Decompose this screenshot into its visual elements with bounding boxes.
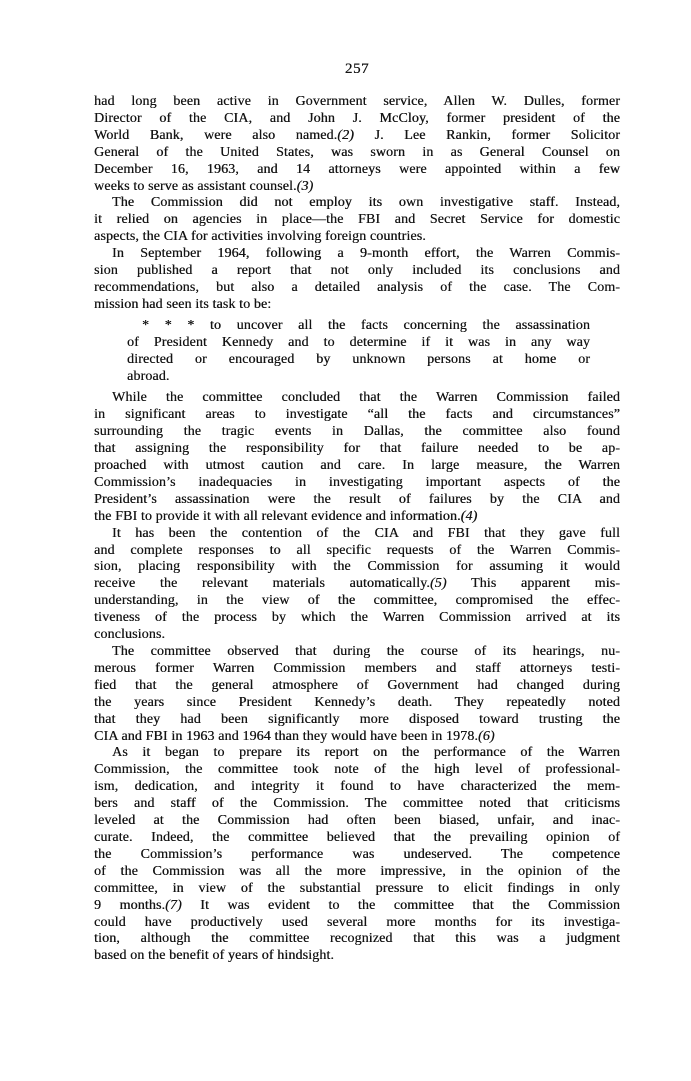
paragraph (94, 246, 620, 314)
text-line: While the committee concluded that the Warren Commission failed (112, 390, 620, 406)
text-line: the years since President Kennedy’s death. They repeatedly noted (94, 694, 620, 710)
text-line: General of the United States, was sworn in as General Counsel on (94, 144, 620, 160)
text-line: in significant areas to investigate “all the facts and circumstances” (94, 407, 620, 423)
text-line: mission had seen its task to be: (94, 296, 272, 312)
text-line: abroad. (127, 368, 170, 384)
text-line: the FBI to provide it with all relevant evidence and information.(4) (94, 508, 478, 524)
text-line: fied that the general atmosphere of Government had changed during (94, 677, 620, 693)
text-line: Commission’s inadequacies in investigating important aspects of the (94, 474, 620, 490)
text-line: receive the relevant materials automatically.(5) This apparent mis- (94, 576, 621, 592)
text-line: It has been the contention of the CIA and FBI that they gave full (112, 525, 620, 541)
text-line: bers and staff of the Commission. The committee noted that criticisms (94, 796, 620, 812)
text-line: and complete responses to all specific requests of the Warren Commis- (94, 542, 620, 558)
text-line: ism, dedication, and integrity it found to have characterized the mem- (94, 779, 620, 795)
text-line: merous former Warren Commission members and staff attorneys testi- (94, 660, 620, 676)
paragraph (94, 390, 620, 525)
text-line: that assigning the responsibility for that failure needed to be ap- (94, 441, 620, 457)
text-line: conclusions. (94, 627, 166, 643)
text-line: surrounding the tragic events in Dallas, the committee also found (94, 424, 620, 440)
text-line: of the Commission was all the more impressive, in the opinion of the (94, 863, 620, 879)
text-line: The Commission did not employ its own investigative staff. Instead, (112, 195, 620, 211)
text-line: the Commission’s performance was undeserved. The competence (94, 846, 620, 862)
text-line: In September 1964, following a 9-month effort, the Warren Commis- (112, 246, 620, 262)
text-line: As it began to prepare its report on the performance of the Warren (112, 745, 620, 761)
text-line: World Bank, were also named.(2) J. Lee Rankin, former Solicitor (94, 127, 620, 143)
text-line: weeks to serve as assistant counsel.(3) (94, 178, 314, 194)
paragraph (94, 195, 620, 246)
text-line: sion, placing responsibility with the Commission for assuming it would (94, 559, 620, 575)
text-line: had long been active in Government service, Allen W. Dulles, former (94, 94, 620, 109)
text-line: recommendations, but also a detailed analysis of the case. The Com- (94, 279, 620, 295)
paragraph (94, 526, 620, 644)
text-line: of President Kennedy and to determine if it was in any way (127, 334, 590, 350)
text-line: understanding, in the view of the committee, compromised the effec- (94, 593, 620, 609)
text-line: proached with utmost caution and care. In large measure, the Warren (94, 458, 620, 474)
page-body (94, 94, 620, 965)
text-line: curate. Indeed, the committee believed that the prevailing opinion of (94, 829, 620, 845)
page-number: 257 (344, 61, 370, 77)
text-line: could have productively used several more months for its investiga- (94, 914, 620, 930)
text-line: December 16, 1963, and 14 attorneys were appointed within a few (94, 161, 620, 177)
paragraph (94, 94, 620, 195)
block-quote (127, 318, 590, 386)
text-line: tion, although the committee recognized that this was a judgment (94, 931, 620, 947)
paragraph (94, 644, 620, 745)
text-line: * * * to uncover all the facts concerning the assassination (142, 317, 590, 333)
text-line: CIA and FBI in 1963 and 1964 than they would have been in 1978.(6) (94, 728, 495, 744)
text-line: directed or encouraged by unknown persons at home or (127, 351, 590, 367)
text-line: it relied on agencies in place—the FBI and Secret Service for domestic (94, 212, 620, 228)
text-line: committee, in view of the substantial pressure to elicit findings in only (94, 880, 620, 896)
text-line: sion published a report that not only included its conclusions and (94, 263, 620, 279)
text-line: aspects, the CIA for activities involving foreign countries. (94, 229, 426, 245)
text-line: President’s assassination were the result of failures by the CIA and (94, 491, 620, 507)
paragraph (94, 745, 620, 965)
text-line: leveled at the Commission had often been biased, unfair, and inac- (94, 813, 620, 829)
text-line: based on the benefit of years of hindsight. (94, 948, 334, 964)
text-line: The committee observed that during the course of its hearings, nu- (112, 644, 620, 659)
text-line: tiveness of the process by which the Warren Commission arrived at its (94, 610, 620, 626)
text-line: Director of the CIA, and John J. McCloy, former president of the (94, 110, 620, 126)
text-line: 9 months.(7) It was evident to the committee that the Commission (94, 897, 620, 913)
text-line: that they had been significantly more disposed toward trusting the (94, 711, 620, 727)
text-line: Commission, the committee took note of the high level of professional- (94, 762, 620, 778)
